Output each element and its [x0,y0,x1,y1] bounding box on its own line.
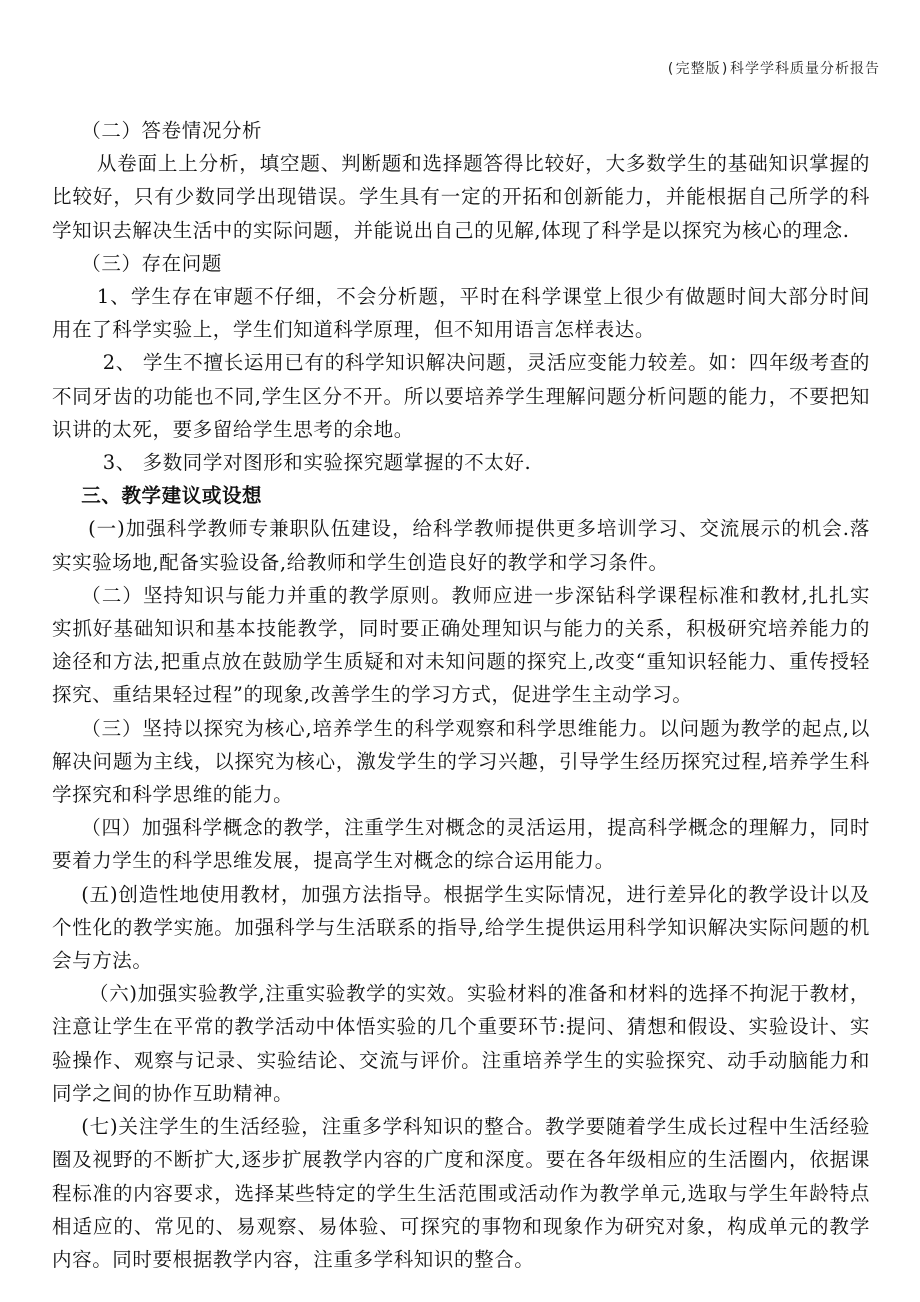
section-heading-answer-analysis: （二）答卷情况分析 [81,119,263,142]
part-heading-suggestions: 三、教学建议或设想 [81,484,263,508]
suggestion-2: （二）坚持知识与能力并重的教学原则。教师应进一步深钻科学课程标准和教材,扎扎实实抓好基础知识和基本技能教学，同时要正确处理知识与能力的关系，积极研究培养能力的途径和方法,把重点放在鼓励学生质疑和对未知问题的探究上,改变“重知识轻能力、重传授轻探究、重结果轻过程”的现象,改善学生的学习方式，促进学生主动学习。 [52,583,870,707]
suggestion-6: （六)加强实验教学,注重实验教学的实效。实验材料的准备和材料的选择不拘泥于教材，注意让学生在平常的教学活动中体悟实验的几个重要环节:提问、猜想和假设、实验设计、实验操作、观察与记录、实验结论、交流与评价。注重培养学生的实验探究、动手动脑能力和同学之间的协作互助精神。 [52,982,870,1105]
suggestion-7: (七)关注学生的生活经验，注重多学科知识的整合。教学要随着学生成长过程中生活经验圈及视野的不断扩大,逐步扩展教学内容的广度和深度。要在各年级相应的生活圈内，依据课程标准的内容要求，选择某些特定的学生生活范围或活动作为教学单元,选取与学生年龄特点相适应的、常见的、易观察、易体验、可探究的事物和现象作为研究对象，构成单元的教学内容。同时要根据教学内容，注重多学科知识的整合。 [52,1115,870,1271]
suggestion-1: (一)加强科学教师专兼职队伍建设，给科学教师提供更多培训学习、交流展示的机会.落实实验场地,配备实验设备,给教师和学生创造良好的教学和学习条件。 [52,517,870,574]
suggestion-4: （四）加强科学概念的教学，注重学生对概念的灵活运用，提高科学概念的理解力，同时要着力学生的科学思维发展，提高学生对概念的综合运用能力。 [52,816,870,873]
problem-item-2: 2、 学生不擅长运用已有的科学知识解决问题，灵活应变能力较差。如：四年级考查的不同牙齿的功能也不同,学生区分不开。所以要培养学生理解问题分析问题的能力，不要把知识讲的太死，要多留给学生思考的余地。 [52,351,870,441]
paragraph-answer-analysis: 从卷面上上分析，填空题、判断题和选择题答得比较好，大多数学生的基础知识掌握的比较好，只有少数同学出现错误。学生具有一定的开拓和创新能力，并能根据自己所学的科学知识去解决生活中的实际问题，并能说出自己的见解,体现了科学是以探究为核心的理念. [52,152,870,242]
suggestion-3: （三）坚持以探究为核心,培养学生的科学观察和科学思维能力。以问题为教学的起点,以解决问题为主线，以探究为核心，激发学生的学习兴趣，引导学生经历探究过程,培养学生科学探究和科学思维的能力。 [52,716,870,807]
problem-item-1: 1、学生存在审题不仔细，不会分析题，平时在科学课堂上很少有做题时间大部分时间用在了科学实验上，学生们知道科学原理，但不知用语言怎样表达。 [52,285,870,342]
document-body [52,114,870,1276]
suggestion-5: (五)创造性地使用教材，加强方法指导。根据学生实际情况，进行差异化的教学设计以及个性化的教学实施。加强科学与生活联系的指导,给学生提供运用科学知识解决实际问题的机会与方法。 [52,882,870,973]
running-header: (完整版)科学学科质量分析报告 [666,61,880,77]
problem-item-3: 3、 多数同学对图形和实验探究题掌握的不太好. [102,451,532,475]
section-heading-problems: （三）存在问题 [81,251,222,275]
